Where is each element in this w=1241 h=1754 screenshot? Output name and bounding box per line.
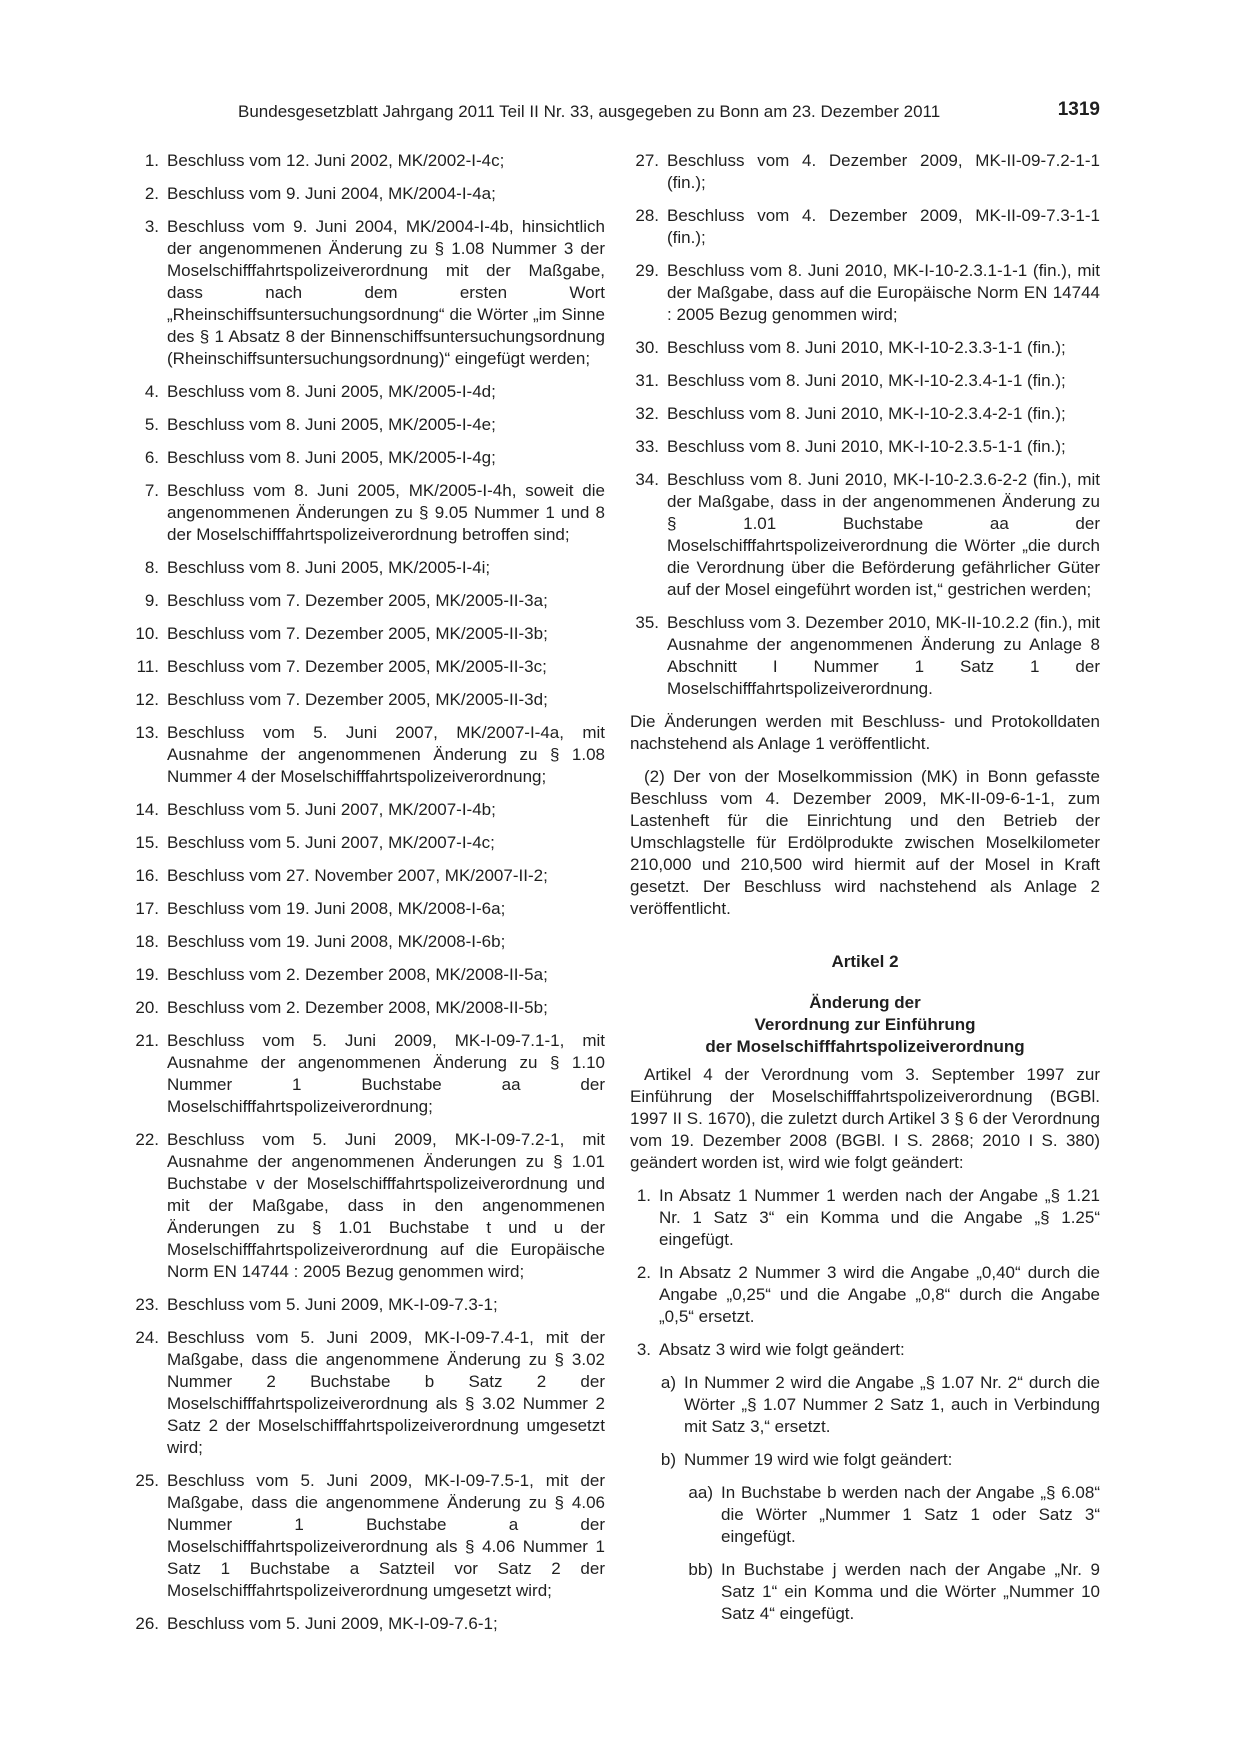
item-number: 8. xyxy=(144,558,159,577)
list-item xyxy=(630,260,1100,326)
item-number: 6. xyxy=(144,448,159,467)
article-title-line: Verordnung zur Einführung xyxy=(754,1015,976,1034)
list-item xyxy=(131,414,605,436)
list-item xyxy=(131,557,605,579)
list-item xyxy=(630,205,1100,249)
list-item xyxy=(131,898,605,920)
item-number: 18. xyxy=(135,932,159,951)
item-number: 11. xyxy=(136,657,159,676)
item-number: 24. xyxy=(135,1328,159,1347)
item-text: Beschluss vom 4. Dezember 2009, MK-II-09-7.2-1-1 (fin.); xyxy=(667,151,1100,192)
item-number: 14. xyxy=(135,800,159,819)
item-text: Beschluss vom 8. Juni 2005, MK/2005-I-4i; xyxy=(167,558,491,577)
item-number: 5. xyxy=(144,415,159,434)
item-number: 4. xyxy=(144,382,159,401)
list-item xyxy=(131,799,605,821)
page-header xyxy=(238,98,1100,124)
article-heading: Artikel 2 xyxy=(831,952,899,971)
item-text: Beschluss vom 9. Juni 2004, MK/2004-I-4a; xyxy=(167,184,496,203)
item-text: Beschluss vom 3. Dezember 2010, MK-II-10.2.2 (fin.), mit Ausnahme der angenommenen Änderung zu Anlage 8 Abschnitt I Nummer 1 Satz 1 der Moselschifffahrtspolizeiverordnung. xyxy=(667,613,1100,698)
list-item xyxy=(630,1262,1100,1328)
item-text: In Absatz 1 Nummer 1 werden nach der Angabe „§ 1.21 Nr. 1 Satz 3“ ein Komma und die Angabe „§ 1.25“ eingefügt. xyxy=(659,1186,1100,1249)
item-number: 17. xyxy=(135,899,159,918)
item-text: Absatz 3 wird wie folgt geändert: xyxy=(659,1340,905,1359)
item-number: 1. xyxy=(144,151,159,170)
article-intro: Artikel 4 der Verordnung vom 3. September 1997 zur Einführung der Moselschifffahrtspolizeiverordnung (BGBl. 1997 II S. 1670), die zuletzt durch Artikel 3 § 6 der Verordnung vom 19. Dezember 2008 (BGBl. I S. 2868; 2010 I S. 380) geändert worden ist, wird wie folgt geändert: xyxy=(630,1065,1100,1172)
item-text: Beschluss vom 8. Juni 2010, MK-I-10-2.3.4-1-1 (fin.); xyxy=(667,371,1066,390)
item-number: aa) xyxy=(688,1483,713,1502)
item-number: 21. xyxy=(135,1031,159,1050)
list-item xyxy=(131,1327,605,1459)
item-text: Beschluss vom 9. Juni 2004, MK/2004-I-4b, hinsichtlich der angenommenen Änderung zu § 1.08 Nummer 3 der Moselschifffahrtspolizeiverordnung mit der Maßgabe, dass nach dem ersten Wort „Rheinschiffsuntersuchungsordnung“ die Wörter „im Sinne des § 1 Absatz 8 der Binnenschiffsuntersuchungsordnung (Rheinschiffsuntersuchungsordnung)“ eingefügt werden; xyxy=(167,217,605,368)
item-text: Beschluss vom 5. Juni 2009, MK-I-09-7.6-1; xyxy=(167,1614,498,1633)
item-text: Beschluss vom 8. Juni 2005, MK/2005-I-4d; xyxy=(167,382,496,401)
item-number: 31. xyxy=(635,371,659,390)
list-item xyxy=(630,436,1100,458)
list-item xyxy=(131,590,605,612)
list-item xyxy=(131,183,605,205)
paragraph: (2) Der von der Moselkommission (MK) in Bonn gefasste Beschluss vom 4. Dezember 2009, MK-II-09-6-1-1, zum Lastenheft für die Einrichtung und den Betrieb der Umschlagstelle für Erdölprodukte zwischen Moselkilometer 210,000 und 210,500 wird hiermit auf der Mosel in Kraft gesetzt. Der Beschluss wird nachstehend als Anlage 2 veröffentlicht. xyxy=(630,767,1100,918)
list-item xyxy=(131,964,605,986)
item-number: 34. xyxy=(635,470,659,489)
list-item xyxy=(131,480,605,546)
item-number: 29. xyxy=(635,261,659,280)
list-item xyxy=(131,931,605,953)
article-title-line: Änderung der xyxy=(809,993,921,1012)
item-text: In Absatz 2 Nummer 3 wird die Angabe „0,40“ durch die Angabe „0,25“ und die Angabe „0,8“ durch die Angabe „0,5“ ersetzt. xyxy=(659,1263,1100,1326)
item-number: 7. xyxy=(144,481,159,500)
list-item xyxy=(630,1372,1100,1438)
item-text: Beschluss vom 8. Juni 2010, MK-I-10-2.3.5-1-1 (fin.); xyxy=(667,437,1066,456)
list-item xyxy=(630,1482,1100,1548)
item-number: 2. xyxy=(144,184,159,203)
item-number: 16. xyxy=(135,866,159,885)
list-item xyxy=(131,216,605,370)
item-number: 33. xyxy=(635,437,659,456)
list-item xyxy=(131,1030,605,1118)
item-text: Beschluss vom 7. Dezember 2005, MK/2005-II-3a; xyxy=(167,591,548,610)
item-text: Beschluss vom 5. Juni 2009, MK-I-09-7.3-1; xyxy=(167,1295,498,1314)
item-text: Beschluss vom 19. Juni 2008, MK/2008-I-6b; xyxy=(167,932,506,951)
list-item xyxy=(630,1449,1100,1471)
item-number: 22. xyxy=(135,1130,159,1149)
item-text: Beschluss vom 2. Dezember 2008, MK/2008-II-5a; xyxy=(167,965,548,984)
item-text: Beschluss vom 8. Juni 2005, MK/2005-I-4g; xyxy=(167,448,496,467)
item-text: Beschluss vom 2. Dezember 2008, MK/2008-II-5b; xyxy=(167,998,548,1017)
item-text: Beschluss vom 12. Juni 2002, MK/2002-I-4c; xyxy=(167,151,505,170)
list-item xyxy=(131,381,605,403)
item-number: a) xyxy=(660,1373,676,1392)
item-number: 20. xyxy=(135,998,159,1017)
item-number: 1. xyxy=(636,1186,651,1205)
item-text: Beschluss vom 27. November 2007, MK/2007-II-2; xyxy=(167,866,548,885)
list-item xyxy=(630,1185,1100,1251)
item-text: Beschluss vom 5. Juni 2007, MK/2007-I-4b; xyxy=(167,800,496,819)
item-number: 35. xyxy=(635,613,659,632)
list-item xyxy=(131,656,605,678)
list-item xyxy=(131,623,605,645)
list-item xyxy=(630,370,1100,392)
article-title xyxy=(630,992,1100,1058)
item-text: Beschluss vom 7. Dezember 2005, MK/2005-II-3b; xyxy=(167,624,548,643)
item-number: 32. xyxy=(635,404,659,423)
item-number: 2. xyxy=(636,1263,651,1282)
item-number: 25. xyxy=(135,1471,159,1490)
paragraph: Die Änderungen werden mit Beschluss- und Protokolldaten nachstehend als Anlage 1 veröffentlicht. xyxy=(630,712,1100,753)
item-text: Beschluss vom 8. Juni 2010, MK-I-10-2.3.1-1-1 (fin.), mit der Maßgabe, dass auf die Europäische Norm EN 14744 : 2005 Bezug genommen wird; xyxy=(667,261,1100,324)
list-item xyxy=(630,612,1100,700)
list-item xyxy=(630,469,1100,601)
list-item xyxy=(630,403,1100,425)
item-number: 19. xyxy=(135,965,159,984)
list-item xyxy=(630,337,1100,359)
header-text: Bundesgesetzblatt Jahrgang 2011 Teil II Nr. 33, ausgegeben zu Bonn am 23. Dezember 2011 xyxy=(238,102,941,121)
item-text: Beschluss vom 8. Juni 2010, MK-I-10-2.3.4-2-1 (fin.); xyxy=(667,404,1066,423)
right-column xyxy=(630,150,1100,1636)
item-number: 3. xyxy=(144,217,159,236)
item-text: Beschluss vom 8. Juni 2010, MK-I-10-2.3.6-2-2 (fin.), mit der Maßgabe, dass in der angenommenen Änderung zu § 1.01 Buchstabe aa der Moselschifffahrtspolizeiverordnung die Wörter „die durch die Verordnung über die Beförderung gefährlicher Güter auf der Mosel eingeführt worden ist,“ gestrichen werden; xyxy=(667,470,1100,599)
item-text: In Buchstabe b werden nach der Angabe „§ 6.08“ die Wörter „Nummer 1 Satz 1 oder Satz 3“ eingefügt. xyxy=(721,1483,1100,1546)
item-text: In Buchstabe j werden nach der Angabe „Nr. 9 Satz 1“ ein Komma und die Wörter „Nummer 10 Satz 4“ eingefügt. xyxy=(721,1560,1100,1623)
item-number: 28. xyxy=(635,206,659,225)
item-number: 9. xyxy=(144,591,159,610)
list-item xyxy=(131,865,605,887)
page-number: 1319 xyxy=(1057,99,1100,120)
item-number: 23. xyxy=(135,1295,159,1314)
item-number: 30. xyxy=(635,338,659,357)
item-text: Beschluss vom 7. Dezember 2005, MK/2005-II-3d; xyxy=(167,690,548,709)
item-text: Beschluss vom 5. Juni 2007, MK/2007-I-4c; xyxy=(167,833,495,852)
list-item xyxy=(131,832,605,854)
list-item xyxy=(630,1339,1100,1361)
item-text: Beschluss vom 8. Juni 2005, MK/2005-I-4h, soweit die angenommenen Änderungen zu § 9.05 Nummer 1 und 8 der Moselschifffahrtspolizeiverordnung betroffen sind; xyxy=(167,481,605,544)
list-item xyxy=(131,722,605,788)
list-item xyxy=(131,1470,605,1602)
item-number: 10. xyxy=(135,624,159,643)
left-column xyxy=(131,150,605,1646)
item-number: 13. xyxy=(135,723,159,742)
list-item xyxy=(131,447,605,469)
item-number: bb) xyxy=(688,1560,713,1579)
list-item xyxy=(131,1613,605,1635)
item-number: 3. xyxy=(636,1340,651,1359)
item-text: Beschluss vom 7. Dezember 2005, MK/2005-II-3c; xyxy=(167,657,547,676)
item-text: Beschluss vom 5. Juni 2009, MK-I-09-7.5-1, mit der Maßgabe, dass die angenommene Änderung zu § 4.06 Nummer 1 Buchstabe a der Moselschifffahrtspolizeiverordnung als § 4.06 Nummer 1 Satz 1 Buchstabe a Satzteil vor Satz 2 der Moselschifffahrtspolizeiverordnung umgesetzt wird; xyxy=(167,1471,605,1600)
item-number: 26. xyxy=(135,1614,159,1633)
item-text: Beschluss vom 19. Juni 2008, MK/2008-I-6a; xyxy=(167,899,506,918)
item-number: 15. xyxy=(135,833,159,852)
item-text: Beschluss vom 4. Dezember 2009, MK-II-09-7.3-1-1 (fin.); xyxy=(667,206,1100,247)
item-text: Nummer 19 wird wie folgt geändert: xyxy=(684,1450,953,1469)
item-number: 12. xyxy=(135,690,159,709)
list-item xyxy=(131,1294,605,1316)
article-title-line: der Moselschifffahrtspolizeiverordnung xyxy=(705,1037,1025,1056)
list-item xyxy=(131,997,605,1019)
item-text: In Nummer 2 wird die Angabe „§ 1.07 Nr. 2“ durch die Wörter „§ 1.07 Nummer 2 Satz 1, auch in Verbindung mit Satz 3,“ ersetzt. xyxy=(684,1373,1100,1436)
item-text: Beschluss vom 5. Juni 2007, MK/2007-I-4a, mit Ausnahme der angenommenen Änderung zu § 1.08 Nummer 4 der Moselschifffahrtspolizeiverordnung; xyxy=(167,723,605,786)
list-item xyxy=(131,689,605,711)
list-item xyxy=(630,150,1100,194)
list-item xyxy=(131,1129,605,1283)
list-item xyxy=(131,150,605,172)
item-text: Beschluss vom 8. Juni 2010, MK-I-10-2.3.3-1-1 (fin.); xyxy=(667,338,1066,357)
item-text: Beschluss vom 8. Juni 2005, MK/2005-I-4e; xyxy=(167,415,496,434)
item-text: Beschluss vom 5. Juni 2009, MK-I-09-7.1-1, mit Ausnahme der angenommenen Änderung zu § 1.10 Nummer 1 Buchstabe aa der Moselschifffahrtspolizeiverordnung; xyxy=(167,1031,605,1116)
item-text: Beschluss vom 5. Juni 2009, MK-I-09-7.2-1, mit Ausnahme der angenommenen Änderungen zu § 1.01 Buchstabe v der Moselschifffahrtspolizeiverordnung und mit der Maßgabe, dass in den angenommenen Änderungen zu § 1.01 Buchstabe t und u der Moselschifffahrtspolizeiverordnung auf die Europäische Norm EN 14744 : 2005 Bezug genommen wird; xyxy=(167,1130,605,1281)
item-number: 27. xyxy=(635,151,659,170)
list-item xyxy=(630,1559,1100,1625)
item-number: b) xyxy=(660,1450,676,1469)
item-text: Beschluss vom 5. Juni 2009, MK-I-09-7.4-1, mit der Maßgabe, dass die angenommene Änderung zu § 3.02 Nummer 2 Buchstabe b Satz 2 der Moselschifffahrtspolizeiverordnung als § 3.02 Nummer 2 Satz 2 der Moselschifffahrtspolizeiverordnung umgesetzt wird; xyxy=(167,1328,605,1457)
